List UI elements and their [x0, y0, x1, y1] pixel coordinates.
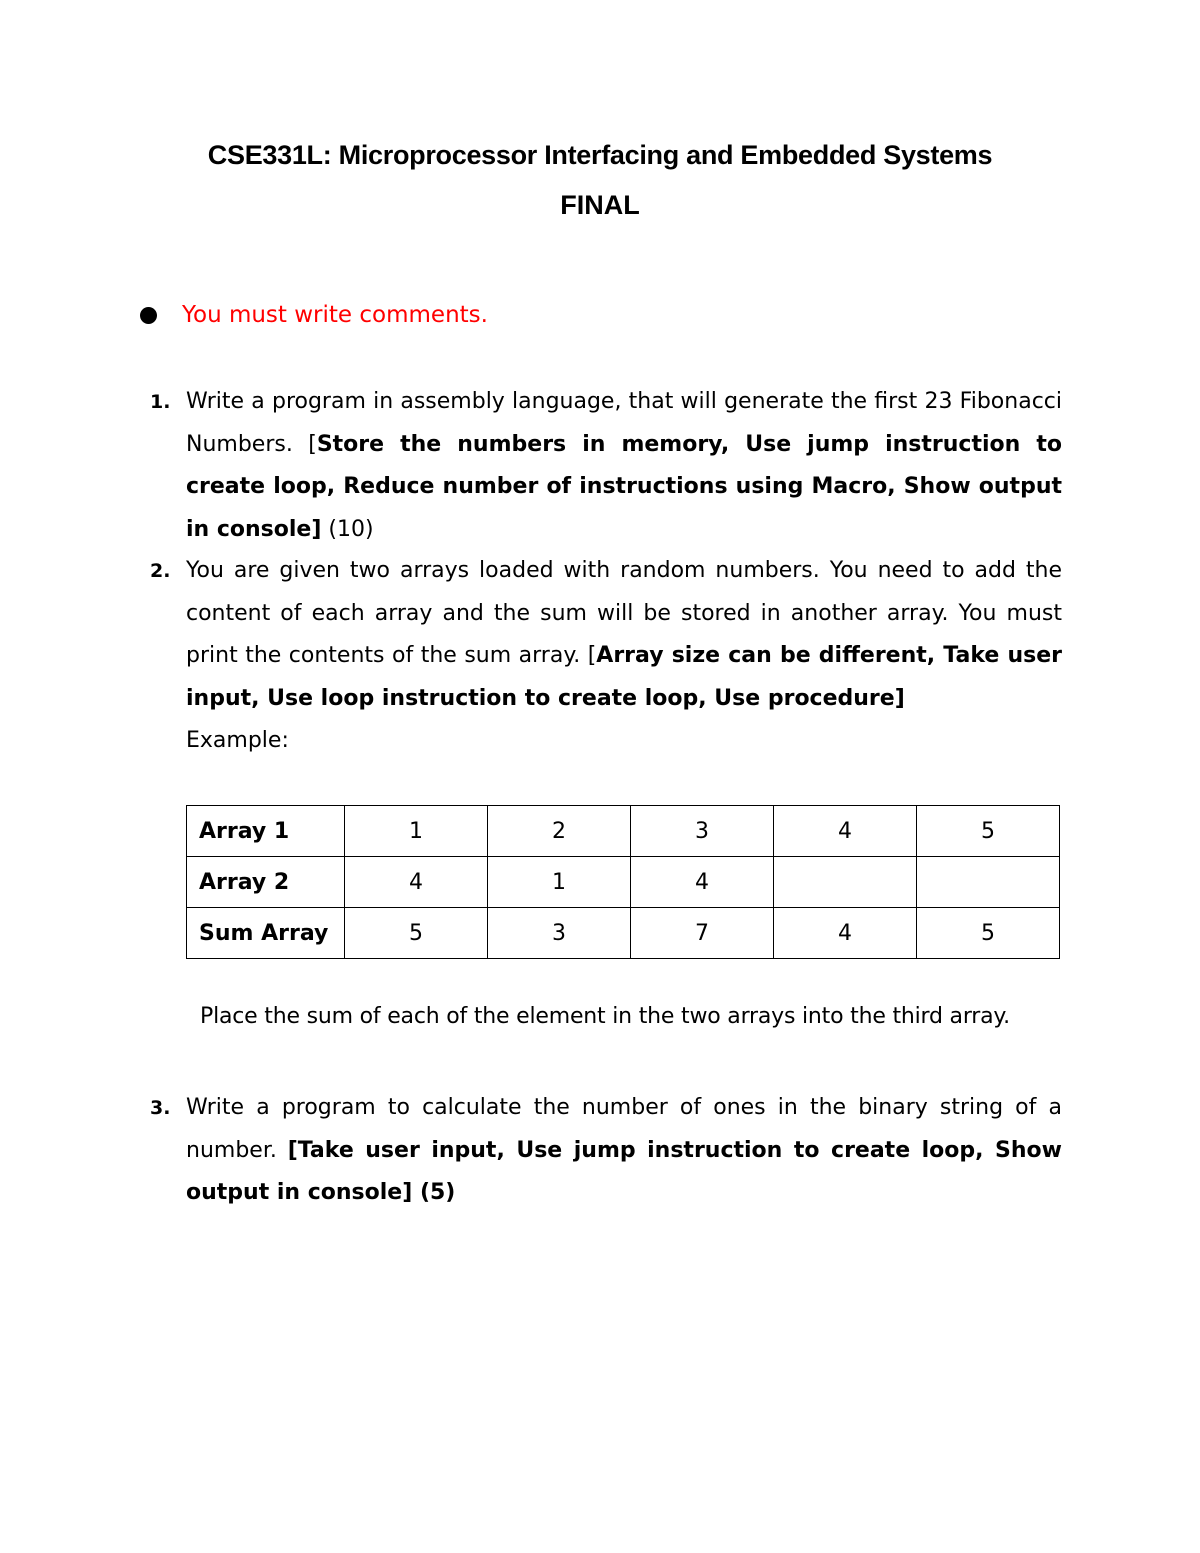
question-body [186, 550, 1062, 720]
question-text: Write a program to calculate the number of ones in the binary string of a number. [186, 1095, 1062, 1163]
exam-title: FINAL [560, 190, 640, 220]
table-cell: 4 [345, 857, 488, 908]
question-1 [150, 381, 1062, 551]
table-cell: 1 [345, 806, 488, 857]
table-row [187, 908, 1060, 959]
table-cell: 3 [488, 908, 631, 959]
table-cell [917, 857, 1060, 908]
example-label: Example: [186, 728, 289, 753]
table-cell: 3 [631, 806, 774, 857]
bullet-dot-icon [140, 307, 157, 324]
example-table [186, 805, 1060, 959]
table-cell: 4 [774, 908, 917, 959]
table-cell: 1 [488, 857, 631, 908]
question-text: Write a program in assembly language, that will generate the first 23 Fibonacci Numbers. [ [186, 389, 1062, 457]
table-cell: 5 [917, 806, 1060, 857]
question-body [186, 1087, 1062, 1215]
question-number: 3. [150, 1097, 171, 1119]
question-requirements: Store the numbers in memory, Use jump instruction to create loop, Reduce number of instructions using Macro, Show output in console] [186, 431, 1062, 542]
table-note: Place the sum of each of the element in the two arrays into the third array. [200, 1004, 1010, 1029]
table-cell: 2 [488, 806, 631, 857]
notice-text: You must write comments. [182, 302, 488, 328]
table-cell: 5 [345, 908, 488, 959]
table-row [187, 806, 1060, 857]
table-cell: 4 [774, 806, 917, 857]
question-requirements: Array size can be different, Take user input, Use loop instruction to create loop, Use procedure] [186, 643, 1062, 711]
question-marks: (10) [321, 516, 374, 542]
question-number: 1. [150, 391, 171, 413]
question-text: You are given two arrays loaded with random numbers. You need to add the content of each array and the sum will be stored in another array. You must print the contents of the sum array. [ [186, 558, 1062, 668]
row-label: Array 2 [187, 857, 345, 908]
row-label: Array 1 [187, 806, 345, 857]
question-3 [150, 1087, 1062, 1215]
question-body [186, 381, 1062, 551]
table-cell: 4 [631, 857, 774, 908]
table-cell [774, 857, 917, 908]
question-requirements: [Take user input, Use jump instruction to create loop, Show output in console] (5) [186, 1137, 1062, 1205]
question-2 [150, 550, 1062, 763]
table-cell: 7 [631, 908, 774, 959]
question-number: 2. [150, 560, 171, 582]
notice-bullet [140, 298, 488, 332]
table-cell: 5 [917, 908, 1060, 959]
row-label: Sum Array [187, 908, 345, 959]
course-title: CSE331L: Microprocessor Interfacing and Embedded Systems [207, 140, 993, 170]
table-row [187, 857, 1060, 908]
